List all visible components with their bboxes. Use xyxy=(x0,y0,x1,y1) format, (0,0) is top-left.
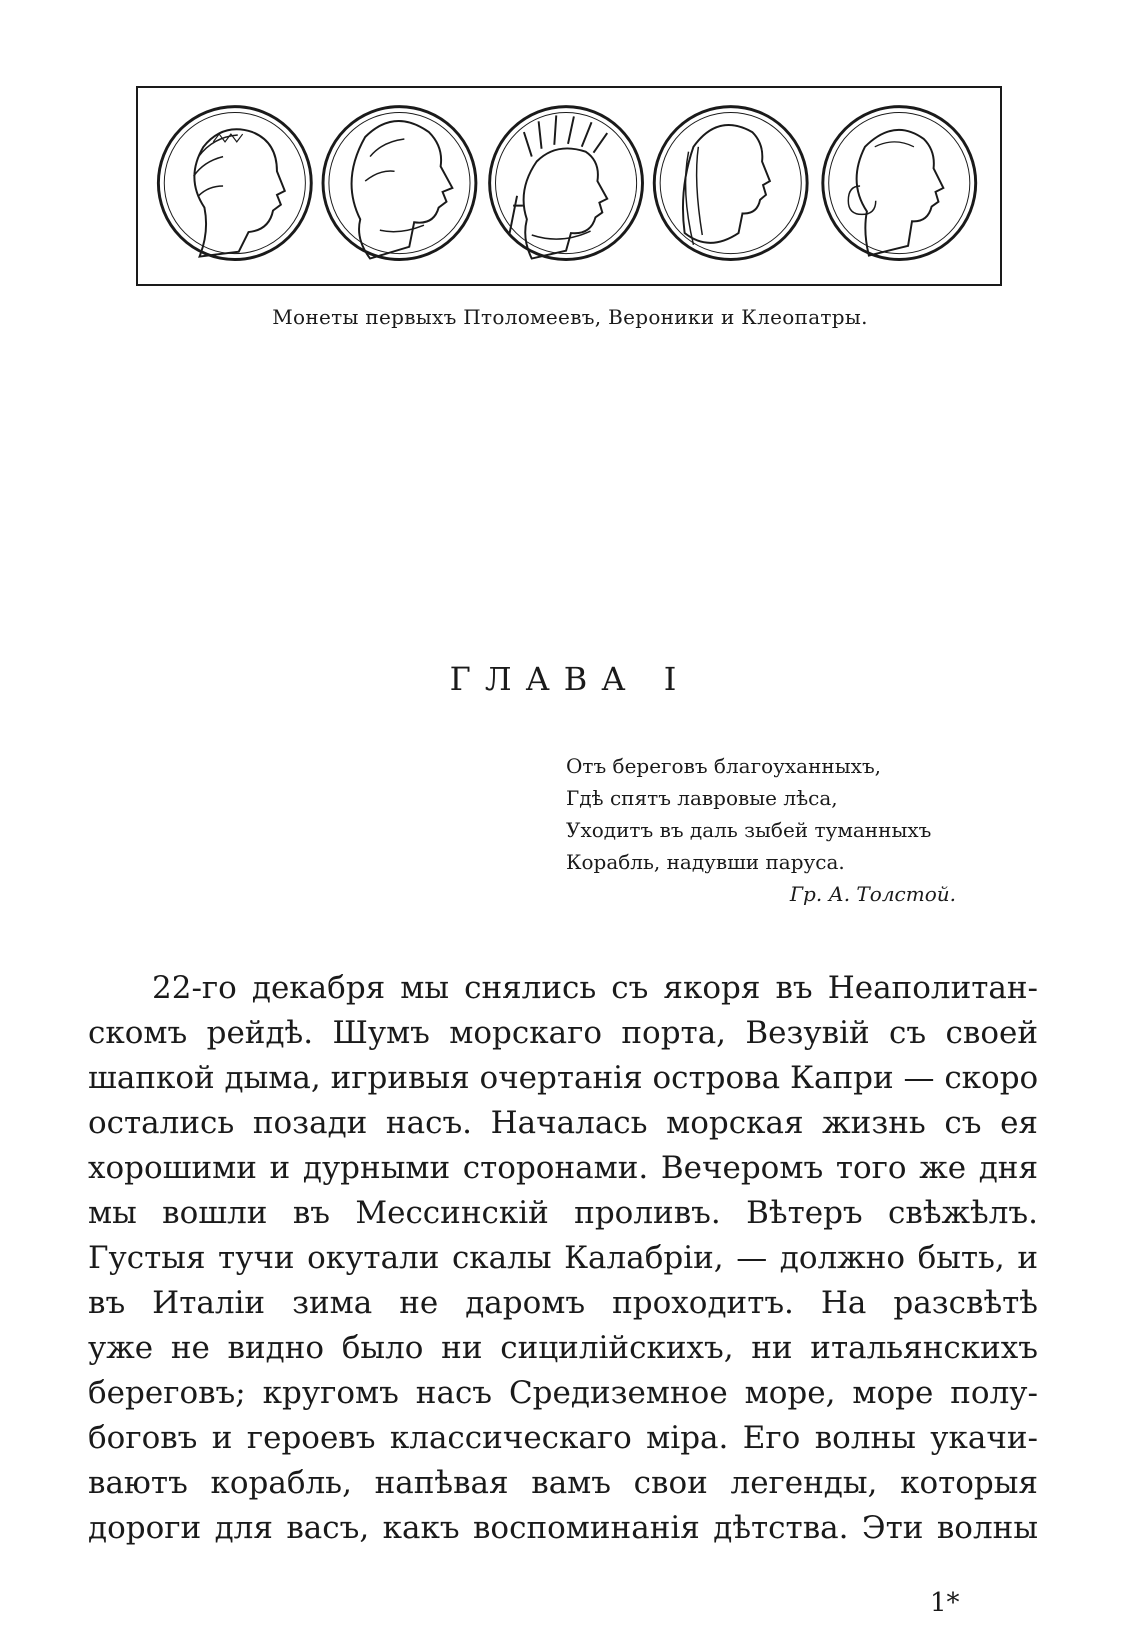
epigraph-line: Корабль, надувши паруса. xyxy=(566,850,845,874)
coin-veronica-icon xyxy=(654,107,807,260)
body-line: мы вошли въ Мессинскій проливъ. Вѣтеръ свѣжѣлъ. xyxy=(88,1195,1038,1231)
body-text xyxy=(88,966,1038,1551)
body-line: береговъ; кругомъ насъ Средиземное море, море полу- xyxy=(88,1375,1038,1411)
page-number: 1* xyxy=(930,1588,960,1618)
epigraph-line: Гдѣ спятъ лавровые лѣса, xyxy=(566,786,838,810)
body-line: уже не видно было ни сицилійскихъ, ни итальянскихъ xyxy=(88,1330,1038,1366)
body-line: хорошими и дурными сторонами. Вечеромъ того же дня xyxy=(88,1150,1038,1186)
body-line: 22-го декабря мы снялись съ якоря въ Неаполитан- xyxy=(152,970,1038,1006)
chapter-title: ГЛАВА I xyxy=(449,660,691,698)
body-line: скомъ рейдѣ. Шумъ морскаго порта, Везувій съ своей xyxy=(88,1015,1038,1051)
illustration-caption: Монеты первыхъ Птоломеевъ, Вероники и Клеопатры. xyxy=(272,305,868,329)
epigraph xyxy=(566,750,1006,910)
coin-cleopatra-icon xyxy=(823,107,976,260)
body-line: боговъ и героевъ классическаго міра. Его волны укачи- xyxy=(88,1420,1038,1456)
body-line: ваютъ корабль, напѣвая вамъ свои легенды, которыя xyxy=(88,1465,1038,1501)
body-line: Густыя тучи окутали скалы Калабріи, — должно быть, и xyxy=(88,1240,1038,1276)
epigraph-author: Гр. А. Толстой. xyxy=(789,882,956,906)
body-line: шапкой дыма, игривыя очертанія острова Капри — скоро xyxy=(88,1060,1039,1096)
coin-ptolemy-icon xyxy=(158,107,311,260)
epigraph-line: Отъ береговъ благоуханныхъ, xyxy=(566,754,882,778)
coins-illustration xyxy=(136,86,1002,286)
coin-radiate-icon xyxy=(490,107,643,260)
epigraph-line: Уходитъ въ даль зыбей туманныхъ xyxy=(566,818,932,842)
body-line: остались позади насъ. Началась морская жизнь съ ея xyxy=(88,1105,1038,1141)
coin-ptolemy-2-icon xyxy=(323,107,476,260)
body-line: въ Италіи зима не даромъ проходитъ. На разсвѣтѣ xyxy=(88,1285,1038,1321)
body-line: дороги для васъ, какъ воспоминанія дѣтства. Эти волны xyxy=(88,1510,1038,1546)
